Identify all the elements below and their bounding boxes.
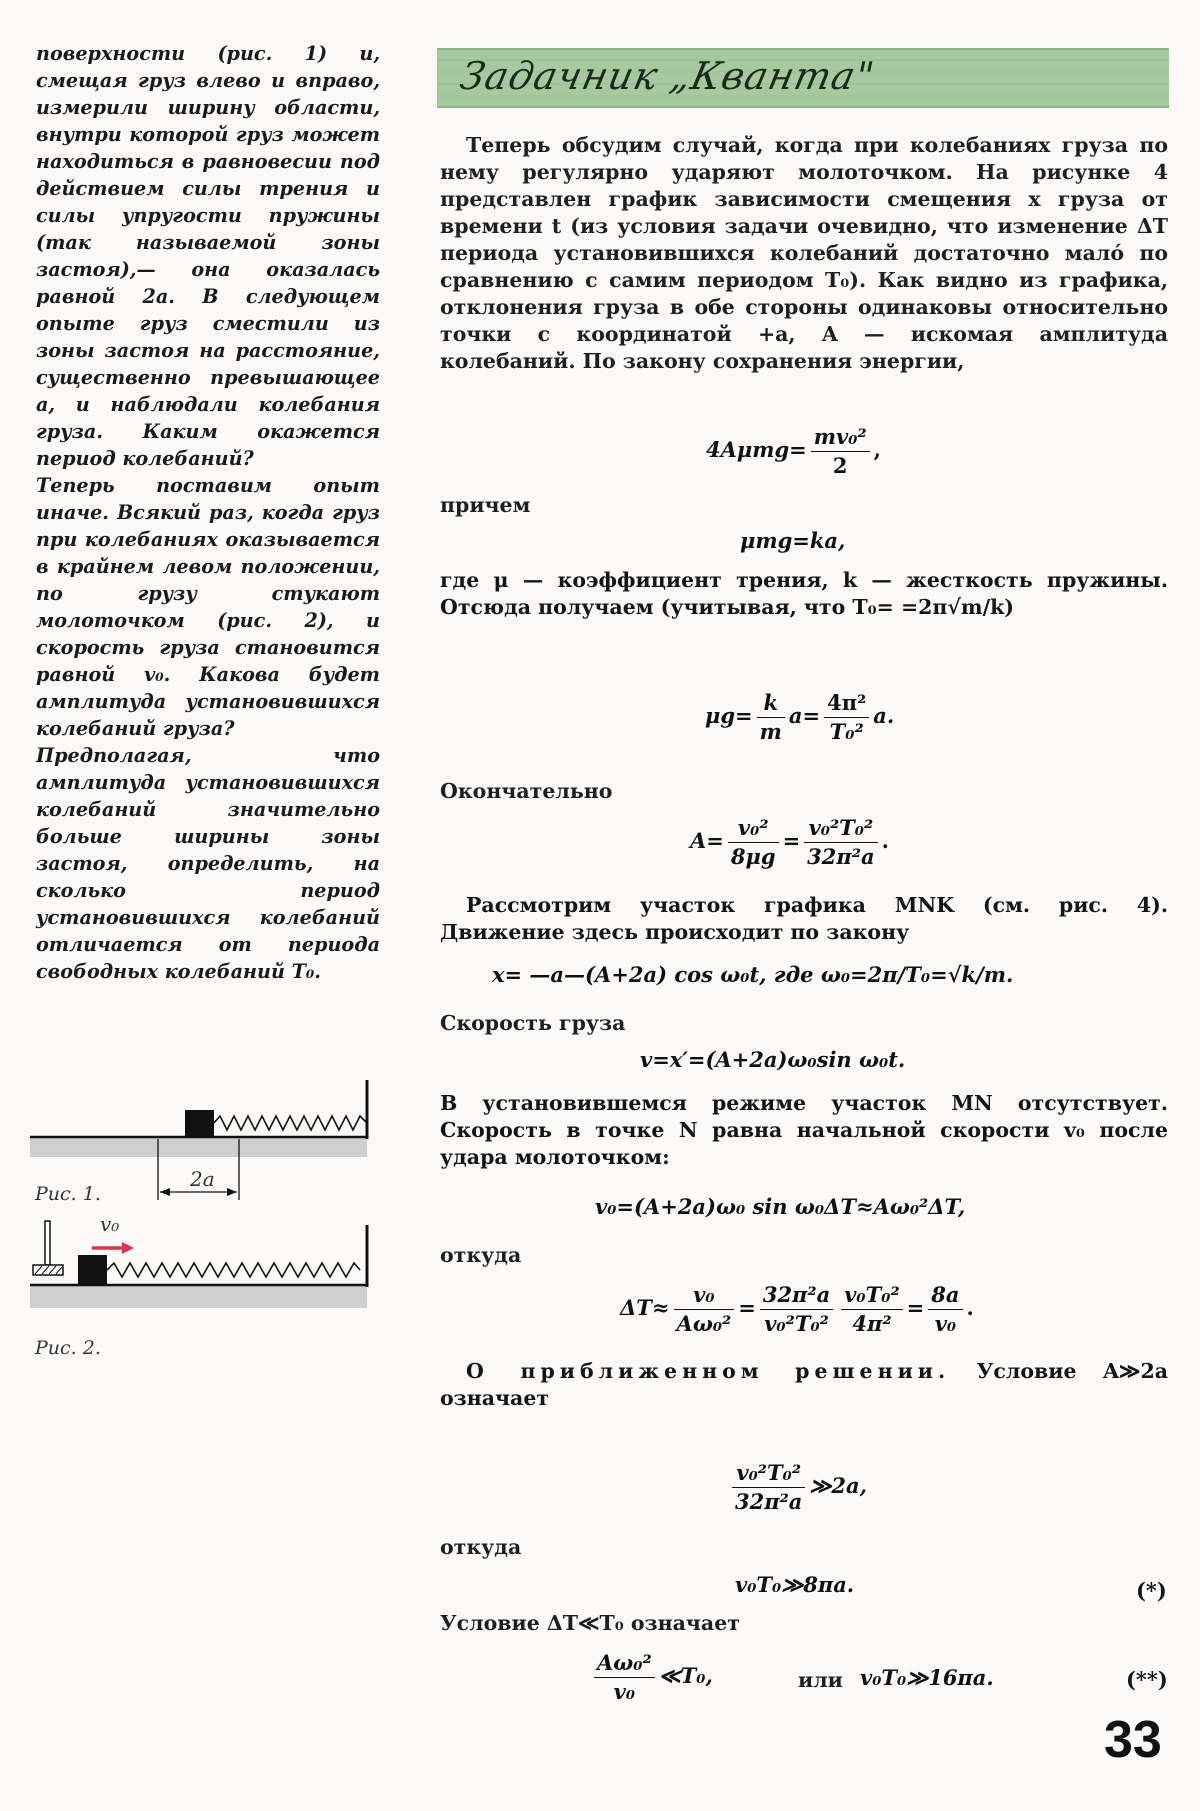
equation-energy: 4Aμmg= $\frac{\text{mv₀²}}{2}$ ,: [706, 424, 881, 478]
equation-v0: v₀=(A+2a)ω₀ sin ω₀ΔT≈Aω₀²ΔT,: [595, 1194, 966, 1219]
hammer-handle: [45, 1221, 50, 1265]
text-otkuda-1: откуда: [440, 1243, 522, 1267]
equation-star: v₀T₀≫8πa.: [735, 1572, 855, 1597]
right-column: [440, 132, 1168, 375]
text-uslovie: Условие ΔT≪T₀ означает: [440, 1611, 740, 1635]
left-column-text: [36, 40, 380, 985]
paragraph-4: В установившемся режиме участок MN отсутствует. Скорость в точке N равна начальной скорости v₀ после удара молоточком:: [440, 1091, 1168, 1169]
equation-delta-t: ΔT≈ $\frac{\text{v₀}}{\text{Aω₀²}}$ = $\frac{\text{32π²a}}{\text{v₀²T₀²}}$ $\frac{\text{v₀T₀²}}{\text{4π²}}$ = $\frac{8a}{\text{v₀}}$ .: [620, 1282, 974, 1336]
approx-solution-heading: О приближенном решении.: [466, 1359, 951, 1383]
rubric-title: Задачник „Кванта": [456, 54, 879, 98]
fig2-block: [78, 1255, 107, 1285]
paragraph-2: где μ — коэффициент трения, k — жесткость пружины. Отсюда получаем (учитывая, что T₀= =2π√m/k): [440, 568, 1168, 619]
equation-amplitude: A= $\frac{\text{v₀²}}{8\mu g}$ = $\frac{\text{v₀²T₀²}}{\text{32π²a}}$ .: [690, 815, 889, 869]
paragraph-5: О приближенном решении. Условие A≫2a означает: [440, 1359, 1168, 1410]
left-paragraph-3: Предполагая, что амплитуда установившихся колебаний значительно больше ширины зоны застоя, определить, на сколько период установившихся колебаний отличается от периода свободных колебаний T₀.: [36, 744, 380, 983]
equation-condition-2: $\frac{\text{Aω₀²}}{\text{v₀}}$ ≪T₀,: [590, 1650, 713, 1705]
fig1-dimension-label: 2a: [190, 1167, 215, 1191]
equation-mu-g: μg= $\frac{k}{m}$ a= $\frac{\text{4π²}}{\text{T₀²}}$ a.: [705, 690, 895, 744]
equation-friction: μmg=ka,: [740, 528, 846, 553]
figures-drawing: [30, 1075, 380, 1375]
equation-tag-double-star: (**): [1126, 1667, 1168, 1692]
fig2-velocity-label: v₀: [100, 1212, 120, 1236]
equation-double-star: v₀T₀≫16πa.: [860, 1665, 994, 1690]
left-paragraph-1: поверхности (рис. 1) и, смещая груз влево и вправо, измерили ширину области, внутри которой груз может находиться в равновесии под действием силы трения и силы упругости пружины (так называемой зоны застоя),— она оказалась равной 2a. В следующем опыте груз сместили из зоны застоя на расстояние, существенно превышающее a, и наблюдали колебания груза. Каким окажется период колебаний?: [36, 42, 380, 470]
paragraph-1: Теперь обсудим случай, когда при колебаниях груза по нему регулярно ударяют молоточком. На рисунке 4 представлен график зависимости смещения x груза от времени t (из условия задачи очевидно, что изменение ΔT периода установившихся колебаний достаточно мало́ по сравнению с самим периодом T₀). Как видно из графика, отклонения груза в обе стороны одинаковы относительно точки с координатой +a, A — искомая амплитуда колебаний. По закону сохранения энергии,: [440, 133, 1168, 373]
fig1-spring: [214, 1116, 367, 1130]
figures: [30, 1075, 380, 1375]
text-okonchatelno: Окончательно: [440, 779, 613, 803]
fig1-ground: [30, 1137, 367, 1157]
fig2-caption: Рис. 2.: [35, 1337, 101, 1359]
equation-velocity: v=x′=(A+2a)ω₀sin ω₀t.: [640, 1047, 906, 1072]
equation-tag-star: (*): [1136, 1578, 1167, 1603]
text-skorost: Скорость груза: [440, 1011, 626, 1035]
text-prichem: причем: [440, 493, 531, 517]
rubric-banner: [437, 48, 1169, 108]
fig1-caption: Рис. 1.: [35, 1183, 101, 1205]
fig2-ground: [30, 1285, 367, 1308]
text-ili: или: [798, 1668, 843, 1692]
equation-condition-1: $\frac{\text{v₀²T₀²}}{\text{32π²a}}$ ≫2a,: [728, 1460, 867, 1515]
fig1-block: [185, 1110, 214, 1137]
fig2-spring: [107, 1263, 360, 1277]
paragraph-3: Рассмотрим участок графика MNK (см. рис. 4). Движение здесь происходит по закону: [440, 893, 1168, 944]
page-number: 33: [1104, 1711, 1162, 1769]
left-paragraph-2: Теперь поставим опыт иначе. Всякий раз, когда груз при колебаниях оказывается в крайнем левом положении, по грузу стукают молоточком (рис. 2), и скорость груза становится равной v₀. Какова будет амплитуда установившихся колебаний груза?: [36, 474, 380, 740]
equation-motion-law: x= —a—(A+2a) cos ω₀t, где ω₀=2π/T₀=√k/m.: [492, 962, 1014, 987]
text-otkuda-2: откуда: [440, 1535, 522, 1559]
